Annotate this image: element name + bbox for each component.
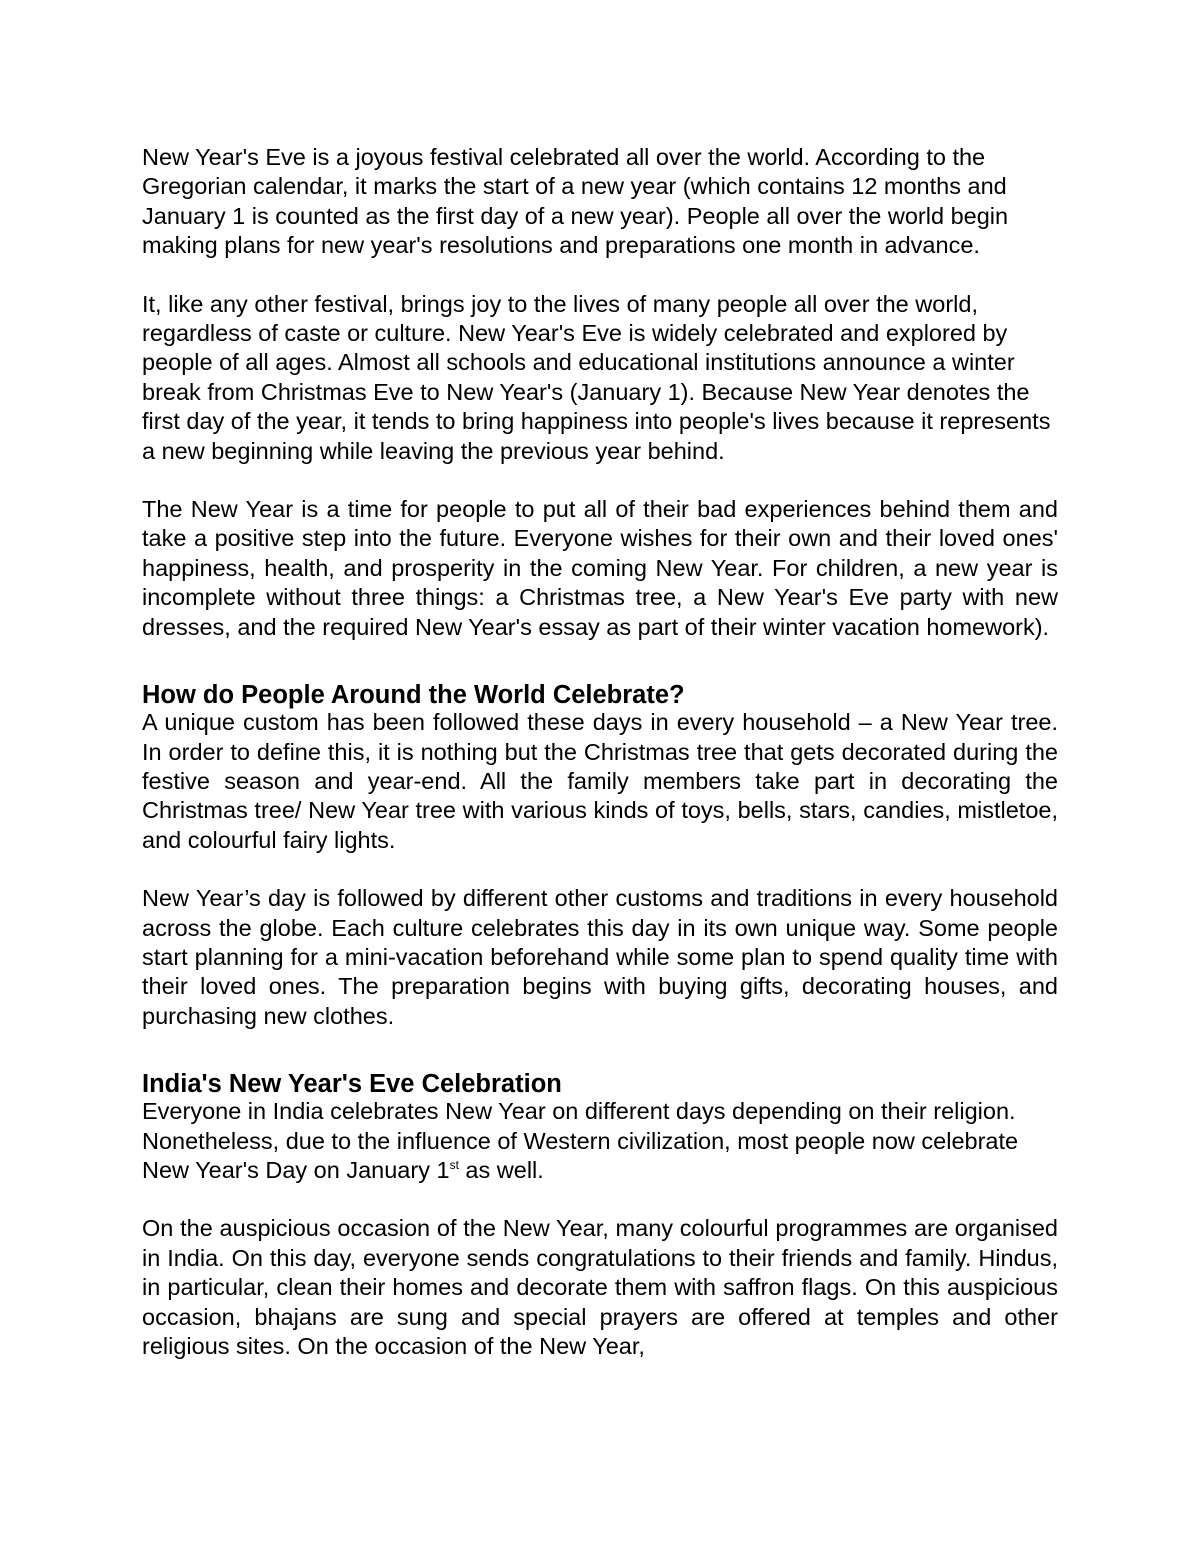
india-paragraph-1-text: Everyone in India celebrates New Year on different days depending on their religion. Nonetheless, due to the influence of Western civilization, most people now celebrate New Year's Day on January 1 <box>142 1098 1019 1183</box>
celebrate-paragraph-2: New Year’s day is followed by different other customs and traditions in every household across the globe. Each culture celebrates this day in its own unique way. Some people start planning for a mini-vacation beforehand while some plan to spend quality time with their loved ones. The preparation begins with buying gifts, decorating houses, and purchasing new clothes. <box>142 885 1058 1029</box>
celebrate-paragraph-1: A unique custom has been followed these days in every household – a New Year tree. In order to define this, it is nothing but the Christmas tree that gets decorated during the festive season and year-end. All the family members take part in decorating the Christmas tree/ New Year tree with various kinds of toys, bells, stars, candies, mistletoe, and colourful fairy lights. <box>142 709 1058 853</box>
document-page <box>142 143 1058 1390</box>
section-heading-celebrate: How do People Around the World Celebrate? <box>142 681 685 710</box>
ordinal-superscript: st <box>449 1158 459 1173</box>
india-paragraph-2: On the auspicious occasion of the New Year, many colourful programmes are organised in India. On this day, everyone sends congratulations to their friends and family. Hindus, in particular, clean their homes and decorate them with saffron flags. On this auspicious occasion, bhajans are sung and special prayers are offered at temples and other religious sites. On the occasion of the New Year, <box>142 1215 1058 1359</box>
section-heading-india: India's New Year's Eve Celebration <box>142 1070 562 1099</box>
india-paragraph-1 <box>142 1097 1058 1185</box>
india-paragraph-1-tail: as well. <box>458 1156 544 1183</box>
intro-paragraph-3: The New Year is a time for people to put all of their bad experiences behind them and take a positive step into the future. Everyone wishes for their own and their loved ones' happiness, health, and prosperity in the coming New Year. For children, a new year is incomplete without three things: a Christmas tree, a New Year's Eve party with new dresses, and the required New Year's essay as part of their winter vacation homework). <box>142 496 1058 640</box>
intro-paragraph-2: It, like any other festival, brings joy to the lives of many people all over the world, regardless of caste or culture. New Year's Eve is widely celebrated and explored by people of all ages. Almost all schools and educational institutions announce a winter break from Christmas Eve to New Year's (January 1). Because New Year denotes the first day of the year, it tends to bring happiness into people's lives because it represents a new beginning while leaving the previous year behind. <box>142 290 1051 464</box>
intro-paragraph-1: New Year's Eve is a joyous festival celebrated all over the world. According to the Gregorian calendar, it marks the start of a new year (which contains 12 months and January 1 is counted as the first day of a new year). People all over the world begin making plans for new year's resolutions and preparations one month in advance. <box>142 144 1009 259</box>
